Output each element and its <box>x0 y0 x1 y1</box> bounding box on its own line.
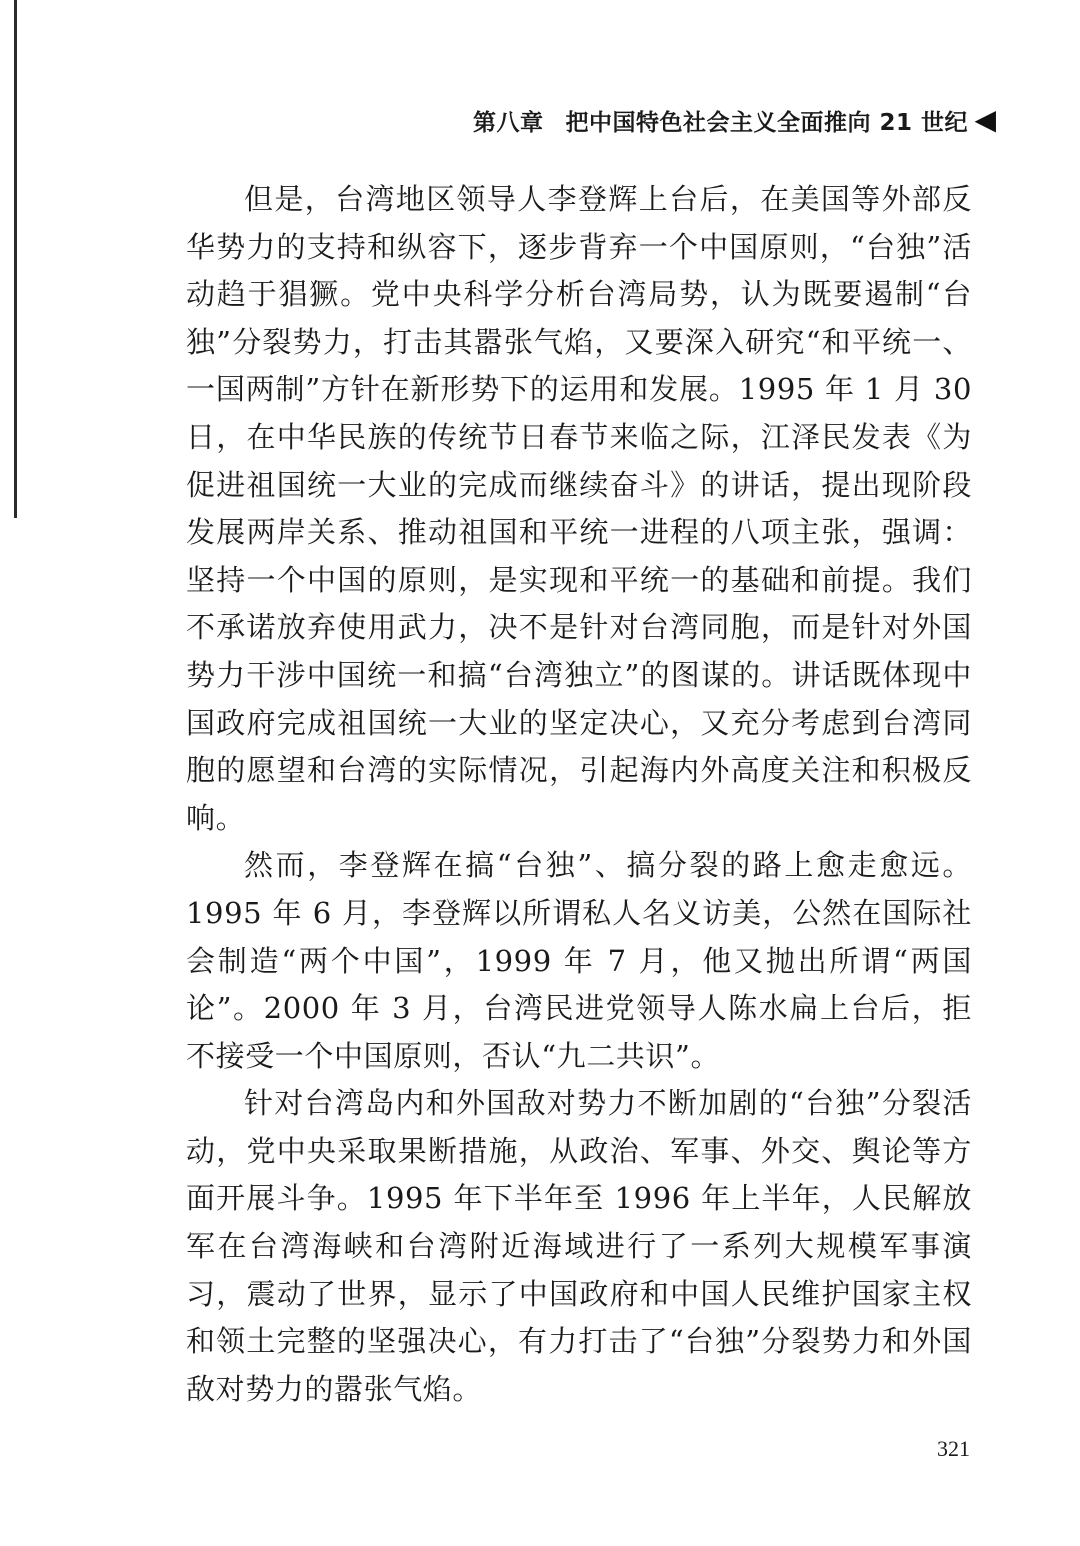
paragraph-1: 但是，台湾地区领导人李登辉上台后，在美国等外部反华势力的支持和纵容下，逐步背弃一个中国原则，“台独”活动趋于猖獗。党中央科学分析台湾局势，认为既要遏制“台独”分裂势力，打击其嚣张气焰，又要深入研究“和平统一、一国两制”方针在新形势下的运用和发展。1995 年 1 月 30 日，在中华民族的传统节日春节来临之际，江泽民发表《为促进祖国统一大业的完成而继续奋斗》的讲话，提出现阶段发展两岸关系、推动祖国和平统一进程的八项主张，强调：坚持一个中国的原则，是实现和平统一的基础和前提。我们不承诺放弃使用武力，决不是针对台湾同胞，而是针对外国势力干涉中国统一和搞“台湾独立”的图谋的。讲话既体现中国政府完成祖国统一大业的坚定决心，又充分考虑到台湾同胞的愿望和台湾的实际情况，引起海内外高度关注和积极反响。 <box>186 182 972 835</box>
left-triangle-icon: ◀ <box>974 103 996 136</box>
paragraph-3: 针对台湾岛内和外国敌对势力不断加剧的“台独”分裂活动，党中央采取果断措施，从政治、军事、外交、舆论等方面开展斗争。1995 年下半年至 1996 年上半年，人民解放军在台湾海峡和台湾附近海域进行了一系列大规模军事演习，震动了世界，显示了中国政府和中国人民维护国家主权和领土完整的坚强决心，有力打击了“台独”分裂势力和外国敌对势力的嚣张气焰。 <box>186 1086 972 1406</box>
running-head <box>473 104 968 137</box>
body-text <box>186 176 972 1413</box>
chapter-number: 第八章 <box>472 110 544 136</box>
paragraph-2: 然而，李登辉在搞“台独”、搞分裂的路上愈走愈远。1995 年 6 月，李登辉以所谓私人名义访美，公然在国际社会制造“两个中国”，1999 年 7 月，他又抛出所谓“两国论”。2000 年 3 月，台湾民进党领导人陈水扁上台后，拒不接受一个中国原则，否认“九二共识”。 <box>186 848 972 1073</box>
chapter-title: 把中国特色社会主义全面推向 21 世纪 <box>565 110 968 136</box>
page-number: 321 <box>937 1436 970 1461</box>
binding-line <box>14 0 17 518</box>
